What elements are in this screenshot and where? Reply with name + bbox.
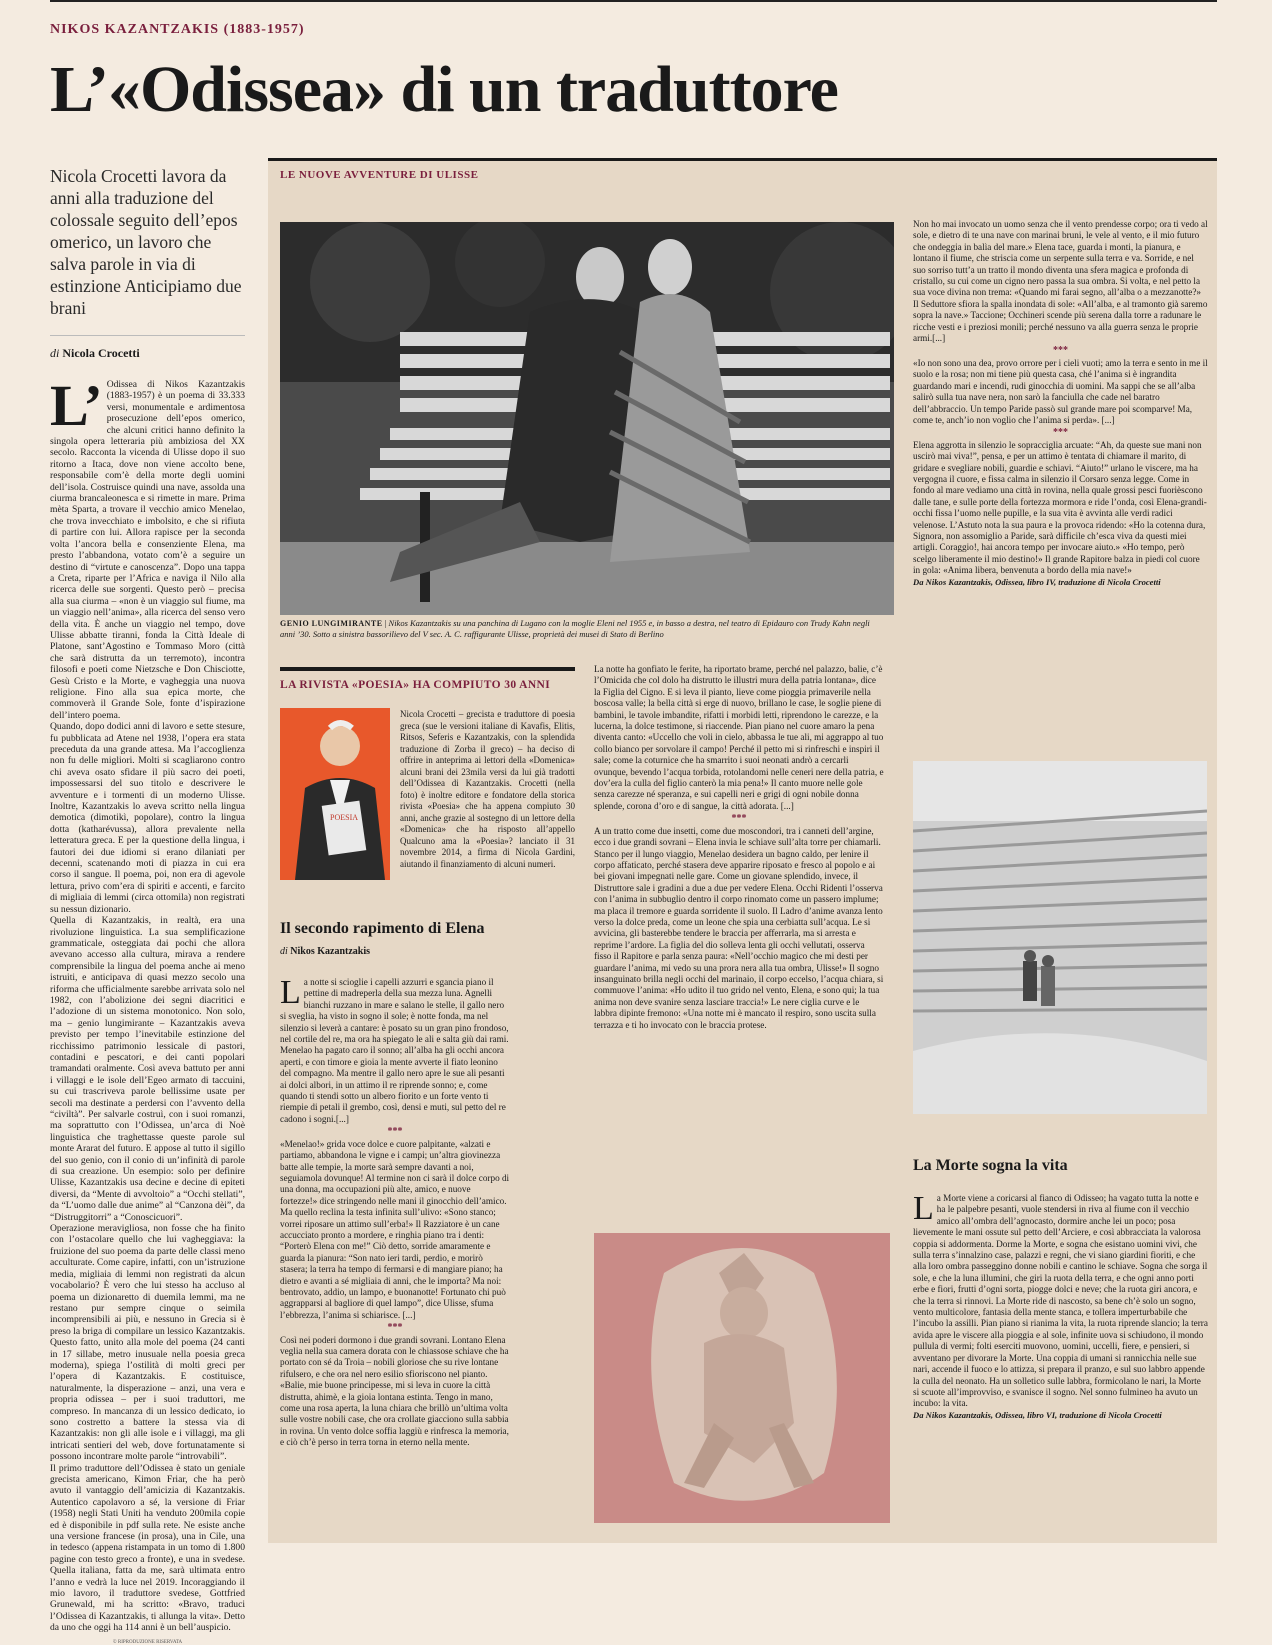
copyright-note: © RIPRODUZIONE RISERVATA	[112, 1639, 183, 1645]
section-stars: ***	[1053, 427, 1068, 439]
story1-part1: a notte si scioglie i capelli azzurri e sgancia piano il pettine di madreperla della sua mezza luna. Agnelli bianchi ruzzano in mare e salano le stelle, il gallo nero si sveglia, ha visto in sogno il sole; è notte fonda, ma nel silenzio si leverà a cantare: è posato su un gran pino frondoso, nel cortile del re, ma ora ha spiegato le ali e salta giù dai rami. Menelao ha pagato caro il sonno; all’alba ha gli occhi ancora aperti, e con timore e gioia la mente avverte il fiato leonino del compagno. Ma mentre il gallo nero apre le sue ali pesanti ai dolci albori, in un attimo il re riprende sonno; e, come quando ti stendi sotto un albero fiorito e un forte vento ti riempie di petali il grembo, così, densi e muti, sul petto del re cadono i sogni.[...]	[280, 977, 509, 1124]
article-kicker: NIKOS KAZANTZAKIS (1883-1957)	[50, 22, 305, 37]
story1-continued-column	[594, 664, 884, 1031]
story1-drop-cap: L	[280, 974, 301, 1011]
panel-kicker: LE NUOVE AVVENTURE DI ULISSE	[280, 169, 479, 181]
story1-byline-prefix: di	[280, 946, 288, 957]
story2-text: a Morte viene a coricarsi al fianco di Odisseo; ha vagato tutta la notte e ha le palpebre pesanti, vuole stendersi in riva al fiume con il vecchio amico all’ombra dell’agnocasto, dormire anche lei un poco; posa lievemente le mani ossute sul petto dell’Arciere, e così abbracciata la valorosa coppia si addormenta. Dorme la Morte, e sogna che esistano uomini vivi, che sulla terra s’innalzino case, palazzi e regni, che vi siano giardini fioriti, e che alla loro ombra passeggino donne nobili e cantino le schiave. Sogna che sorga il sole, e che la luna illumini, che giri la ruota della terra, e che ogni anno porti erbe e fiori, frutti d’ogni sorta, piogge dolci e neve; che la ruota giri ancora, e che la terra si rinnovi. La Morte ride di nascosto, sa bene ch’è solo un sogno, vento multicolore, fantasia della mente stanca, e tollera imperturbabile che l’incubo la assilli. Pian piano si rianima la vita, la ruota riprende slancio; la terra avida apre le viscere alla pioggia e al sole, infinite uova si schiudono, il mondo pullula di vermi; folti eserciti muovono, uomini, uccelli, fiere, e pensieri, si avventano per divorare la Morte. Una coppia di umani si rannicchia nelle sue nari, accende il fuoco e lo attizza, si prepara il pranzo, e sul suo labbro appende la culla del neonato. Ha un solletico sulle labbra, formicolano le nari, la Morte si scuote all’improvviso, e svanisce il sogno. Nel sonno fulmineo ha avuto un incubo: la vita.	[913, 1193, 1208, 1409]
article-headline: L’«Odissea» di un traduttore	[50, 53, 838, 126]
col4-part2: «Io non sono una dea, provo orrore per i cieli vuoti; amo la terra e sento in me il suolo e la rosa; non mi tiene più questa casa, ché l’anima si è ingrandita guardando mari e incendi, rudi ginocchia di uomini. Ma sappi che se all’alba salirò sulla tua nave nera, non sarò la fanciulla che cade nel baratro dell’abbraccio. Un tempo Paride passò sul grande mare poi scomparve! Ma, come te, anch’io non voglio che l’anima si perda». [...]	[913, 357, 1208, 425]
story2-title: La Morte sogna la vita	[913, 1157, 1068, 1174]
bench-photo-image	[280, 222, 894, 615]
col4-part3: Elena aggrotta in silenzio le sopracciglia arcuate: “Ah, da queste sue mani non uscirò mai viva!”, pensa, e per un attimo è tentata di chiamare il marito, di gridare e svegliare nobili, guardie e schiavi. “Aiuto!” urlano le viscere, ma ha vergogna il cuore, e fissa calma in silenzio il Corsaro senza legge. Come in fondo al mare vediamo una città in rovina, nella quale grossi pesci fuorièscono dalle tane, e sulle porte della fortezza mormora e ride l’onda, così Elena-grandi-occhi fissa l’uomo nelle pupille, e la sua vita è avvinta alle verdi radici velenose. L’Astuto nota la sua paura e la provoca ridendo: «Ho la cotenna dura, Signora, non assomiglio a Paride, sarà difficile ch’esca viva da questi miei artigli. Coraggio!, hai ancora tempo per invocare aiuto.» «Ho tempo, però scelgo liberamente il mio destino!» Il grande Rapitore balza in piedi col cuore in gola: «Anima libera, benvenuta a bordo della mia nave!»	[913, 439, 1207, 576]
story1-byline-author: Nikos Kazantzakis	[290, 946, 371, 957]
bench-photo	[280, 222, 894, 615]
story1-final-column	[913, 219, 1208, 588]
top-rule	[50, 0, 1217, 2]
col4-part1: Non ho mai invocato un uomo senza che il vento prendesse corpo; ora ti vedo al sole, e dietro di te una nave con marinai bruni, le vele al vento, e il mio futuro che ondeggia in balìa del mare.» Elena tace, guarda i monti, la pianura, e lontano il fiume, che striscia come un serpente sulla terra e va. Sorride, e nel suo sorriso tutt’a un tratto il mondo diventa una sfera magica e profonda di cristallo, su cui come un cigno nero passa la sua ombra. Si volta, e nel petto la sua voce divina non trema: «Quando mi farai segno, all’alba o a mezzanotte?» Il Seduttore sfiora la spalla inondata di sole: «All’alba, e al tramonto già saremo sopra la nave.» Taccione; Occhineri scende più serena dalla torre a radunare le ricche vesti e i preziosi monili; perché nessuno va alla guerra senza le proprie armi.[...]	[913, 219, 1208, 344]
story1-column	[280, 920, 510, 1449]
story2-drop-cap: L	[913, 1190, 934, 1227]
section-stars: ***	[731, 813, 747, 825]
story1-part3: Così nei poderi dormono i due grandi sovrani. Lontano Elena veglia nella sua camera dorata con le chiassose schiave che ha portato con sé da Troia – nobili gloriose che su rive lontane rifulsero, e che ora nel nero esilio sfioriscono nel pianto. «Balie, mie buone principesse, mi si leva in cuore la città distrutta, ahimè, e la gioia lontana estinta. Tengo in mano, come una rosa aperta, la luna chiara che brillò un’ultima volta sulle vostre nobili case, che ora crollate giacciono sulla sabbia in rovina. Un vento dolce soffia laggiù e rinfresca la memoria, e ciò ch’è perso in terra torna in eterno nella mente.	[280, 1334, 509, 1448]
box-text: Nicola Crocetti – grecista e traduttore di poesia greca (sue le versioni italiane di Kavafis, Elitis, Ritsos, Seferis e Kazantzakis, con la splendida traduzione di Zorba il greco) – ha deciso di offrire in anteprima ai lettori della «Domenica» alcuni brani dei 23mila versi da lui già tradotti dell’Odissea di Kazantzakis. Crocetti (nella foto) è inoltre editore e fondatore della storica rivista «Poesia» che ha appena compiuto 30 anni, anche grazie al sostegno di un lettore della «Domenica» che ha risposto all’appello Qualcuno ama la «Poesia»? lanciato il 31 novembre 2014, a firma di Nicola Gardini, aiutando il finanziamento di alcuni numeri.	[400, 709, 575, 869]
story1-signature: Da Nikos Kazantzakis, Odissea, libro IV, traduzione di Nicola Crocetti	[913, 576, 1161, 587]
col3-part1: La notte ha gonfiato le ferite, ha riportato brame, perché nel palazzo, balie, c’è l’Omicida che col dolo ha distrutto le illustri mura della patria lontana», dice la Figlia del Cigno. E si leva il pianto, lieve come pioggia primaverile nella boscosa valle; la bella città si erge di nuovo, brillano le case, le soglie piene di bambini, le tavole imbandite, rifatti i morbidi letti, riprendono le carezze, e la lucerna, la dolce testimone, si riaccende. Pian piano nel cuore amaro la pena diventa canto: «Uccello che voli in cielo, abbassa le tue ali, mi aggrappo al tuo collo bianco per sorvolare il campo! Perché il petto mi si rinfreschi e inspiri il sale; come la coturnice che ha smarrito i suoi neonati andrò a cercarli ovunque, bevendo l’acqua torbida, rotolandomi nelle ceneri nere della patria, e dov’era la culla del figlio canterò la mia pena!» Il canto muore nelle gole senza carezze né speranza, e sui capelli neri e grigi di ogni nobile donna splende, corona d’oro e di sangue, la città adorata. [...]	[594, 664, 884, 811]
photo-caption	[280, 618, 885, 640]
byline	[50, 346, 245, 361]
drop-cap: L’	[50, 373, 103, 438]
box-rule	[280, 667, 575, 671]
section-stars: ***	[1053, 345, 1068, 357]
story1-byline	[280, 946, 510, 957]
relief-photo-image	[594, 1233, 890, 1523]
story2-column	[913, 1157, 1208, 1421]
intro-body-text: Odissea di Nikos Kazantzakis (1883-1957) è un poema di 33.333 versi, monumentale e ardimentosa prosecuzione dell’epos omerico, che alcuni critici hanno definito la singola opera letteraria più ambiziosa del XX secolo. Racconta la vicenda di Ulisse dopo il suo ritorno a Itaca, dove non viene accolto bene, responsabile com’è della morte degli uomini dell’isola. Costruisce quindi una nave, assolda una ciurma brancaleonesca e si rimette in mare. Prima mèta Sparta, a trovare il vecchio amico Menelao, che trova invecchiato e imbolsito, e che si rifiuta di partire con lui. Allora rapisce per la seconda volta l’ancora bella e consenziente Elena, ma presto l’abbandona, votato com’è a seguire un destino di “virtute e canoscenza”. Dopo una tappa a Creta, riparte per l’Africa e naviga il Nilo alla ricerca delle sue sorgenti. Questo però – precisa alla sua ciurma – «non è un viaggio sul fiume, ma un viaggio nell’anima», alla ricerca del senso vero della vita. È anche un viaggio nel tempo, dove Ulisse abbatte tiranni, fonda la Città Ideale di Platone, sant’Agostino e Tommaso Moro (città che sarà distrutta da un terremoto), incontra filosofi e poeti come Nietzsche e Don Chisciotte, Gesù Cristo e la Morte, e vagheggia una nuova religione. Fino alla sua epica morte, che commoverà il Grande Sole, fonte d’ispirazione dell’intero poema. Quando, dopo dodici anni di lavoro e sette stesure, fu pubblicata ad Atene nel 1938, l’opera era stata preceduta da una grande attesa. Ma l’accoglienza non fu delle migliori. Molti si scagliarono contro chi aveva osato sfidare il più sacro dei poeti, impossessarsi del suo titolo e descrivere le avventure e i tormenti di un moderno Ulisse. Inoltre, Kazantzakis lo aveva scritto nella lingua demotica (dimotikì, popolare), contro la lingua dotta (katharévussa), allora prevalente nella letteratura greca. E per la questione della lingua, i fautori dei due idiomi si erano dilaniati per decenni, scatenando moti di piazza in cui era corso il sangue. Il poema, poi, non era di agevole lettura, privo com’era di spiriti e accenti, e farcito di migliaia di lemmi (circa ottomila) non registrati su nessun dizionario. Quella di Kazantzakis, in realtà, era una rivoluzione linguistica. La sua semplificazione grammaticale, osteggiata dai pochi che allora avevano accesso alla cultura, mirava a rendere comprensibile la lingua del poema anche ai meno istruiti, e anticipava di quasi mezzo secolo una riforma che ufficialmente sarebbe arrivata solo nel 1982, con l’abolizione dei segni diacritici e l’adozione di un sistema monotonico. Non solo, ma – genio lungimirante – Kazantzakis aveva previsto per tempo l’inevitabile estinzione del ricchissimo patrimonio lessicale di pastori, contadini e pescatori, e dei canti popolari tramandati oralmente. Così aveva battuto per anni i villaggi e le isole dell’Egeo armato di taccuini, su cui trascriveva parole bellissime usate per secoli ma destinate a perdersi con l’avvento della “civiltà”. Per salvarle costruì, con i suoi romanzi, ma soprattutto con l’Odissea, un’arca di Noè linguistica che traghettasse queste parole sul monte Ararat del futuro. E appose al tutto il sigillo del suo genio, con il conio di un’infinità di parole di sua creazione. Un esempio: solo per definire Ulisse, Kazantzakis usa decine e decine di epiteti diversi, da “Mente di avvoltoio” a “Occhi stellati”, da “L’uomo dalle due anime” al “Canzona dèi”, da “Distruggitorri” a “Conoscicuori”. Operazione meravigliosa, non fosse che ha finito con l’ostacolare quello che lui vagheggiava: la fruizione del suo poema da parte delle classi meno acculturate. Come capire, infatti, con un’istruzione media, migliaia di lemmi non registrati da alcun vocabolario? È vero che lui stesso ha accluso al poema un dizionaretto di duemila lemmi, ma ne restano pur sempre cinque o seimila incomprensibili ai più, e nessuno in Grecia si è preso la briga di compilare un lessico Kazantzakis. Questo fatto, unito alla mole del poema (24 canti in 17 sillabe, metro inusuale nella poesia greca moderna), spiega l’ostilità di molti greci per l’opera di Kazantzakis. E costituisce, naturalmente, la disperazione – anzi, una vera e propria odissea – per i suoi traduttori, me compreso. In mancanza di un lessico dedicato, io sono costretto a battere la stessa via di Kazantzakis: non gli alle isole e i villaggi, ma gli intricati sentieri del web, dove fortunatamente si possono incontrare molte parole “introvabili”. Il primo traduttore dell’Odissea è stato un geniale grecista americano, Kimon Friar, che ha però avuto il vantaggio dell’amicizia di Kazantzakis. Autentico capolavoro a sé, la versione di Friar (1958) negli Stati Uniti ha venduto 200mila copie ed è disponibile in pdf sulla rete. Ne esiste anche una versione francese (in prosa), una in Cile, una in tedesco (appena ristampata in un tomo di 1.800 pagine con testo greco a fronte), e una in svedese. Quella italiana, fatta da me, sarà ultimata entro l’anno e vedrà la luce nel 2019. Incoraggiando il mio lavoro, il traduttore svedese, Gottfried Grunewald, mi ha scritto: «Bravo, traduci l’Odissea di Kazantzakis, ti allunga la vita». Detto da uno che oggi ha 114 anni è un bell’auspicio.	[50, 379, 246, 1634]
byline-author: Nicola Crocetti	[62, 346, 140, 360]
intro-column	[50, 165, 245, 1645]
story2-body	[913, 1190, 1208, 1421]
theatre-photo	[913, 761, 1207, 1114]
caption-text: Nikos Kazantzakis su una panchina di Lugano con la moglie Eleni nel 1955 e, in basso a destra, nel teatro di Epidauro con Trudy Kahn negli anni ’30. Sotto a sinistra bassorilievo del V sec. A. C. raffigurante Ulisse, proprietà dei musei di Stato di Berlino	[280, 618, 870, 639]
story1-part2: «Menelao!» grida voce dolce e cuore palpitante, «alzati e partiamo, abbandona le vigne e i campi; un’altra giovinezza batte alle tempie, la morte sarà sempre davanti a noi, seguiamola dovunque! Al termine non ci sarà il dolce corpo di una donna, ma occupazioni più alte, amico, e nuove fortezze!» dice stringendo nelle mani il ginocchio dell’amico. Ma quello reclina la testa infinita sull’ulivo: «Sono stanco; vorrei riposare un attimo sull’erba!» Il Razziatore è un cane accucciato pronto a mordere, e ringhia piano tra i denti: “Porterò Elena con me!” Ciò detto, sorride amaramente e guarda la pianura: “Son nato ieri tardi, perdio, e morirò stasera; la terra ha tempo di fermarsi e di mangiare piano; ha dietro e avanti a sé migliaia di anni, che le importa? Ma noi: bentrovato, addio, un lampo, e buonanotte! Fortunato chi può aggrapparsi al bagliore di quel lampo”, dice Ulisse, sfuma l’ebbrezza, l’anima si schiarisce. [...]	[280, 1138, 510, 1320]
story1-title: Il secondo rapimento di Elena	[280, 920, 485, 937]
box-kicker: LA RIVISTA «POESIA» HA COMPIUTO 30 ANNI	[280, 679, 551, 691]
section-stars: ***	[387, 1126, 403, 1138]
story2-signature: Da Nikos Kazantzakis, Odissea, libro VI, traduzione di Nicola Crocetti	[913, 1409, 1162, 1420]
panel-top-rule	[268, 158, 1217, 161]
caption-credit: GENIO LUNGIMIRANTE	[280, 619, 383, 628]
standfirst: Nicola Crocetti lavora da anni alla traduzione del colossale seguito dell’epos omerico, un lavoro che salva parole in via di estinzione Anticipiamo due brani	[50, 166, 242, 318]
divider	[50, 335, 245, 336]
intro-body	[50, 373, 246, 1634]
relief-photo	[594, 1233, 890, 1523]
story1-body	[280, 974, 510, 1449]
byline-prefix: di	[50, 346, 60, 360]
magazine-label: POESIA	[330, 813, 359, 822]
col3-part2: A un tratto come due insetti, come due moscondori, tra i canneti dell’argine, ecco i due grandi sovrani – Elena invia le schiave sull’alta torre per chiamarli. Stanco per il lungo viaggio, Menelao desidera un bagno caldo, per lenire il corpo affaticato, perché stasera deve apparire riposato e fresco al popolo e ai bei giovani impegnati nelle gare. Come un giovane splendido, invece, il Distruttore sale i gradini a due a due per vedere Elena. Occhi Ridenti l’osserva con l’anima in subbuglio dentro il corpo rinomato come un passero implume; ma placa il tremore e guarda sorridente il suolo. Il Ladro d’anime avanza lento verso la dolce preda, come un leone che spia una cerbiatta sull’acqua. Le si avvicina, gli basterebbe tendere le braccia per afferrarla, ma si arresta e reprime l’ardore. La figlia del dio solleva lenta gli occhi vellutati, osserva fisso il Rapitore e parla senza paura: «Nell’occhio magico che mi desti per guardare l’anima, mi vedo su una prora nera alla tua ombra, Ulisse!» Il sogno insanguinato brilla negli occhi del marinaio, il corpo eccelso, l’acqua chiara, si commuove l’anima: «Ho udito il tuo grido nel vento, Elena, e sono qui; la tua anima non deve svanire senza lasciare traccia!» Le nere ciglia curve e le labbra dipinte fremono: «Una notte mi è mancato il respiro, sono uscita sulla terrazza e ti ho invocato con le braccia protese.	[594, 825, 884, 1030]
theatre-photo-image	[913, 761, 1207, 1114]
section-stars: ***	[387, 1322, 403, 1334]
caption-separator: |	[384, 618, 389, 628]
crocetti-portrait-image	[280, 708, 390, 880]
crocetti-portrait	[280, 708, 390, 880]
